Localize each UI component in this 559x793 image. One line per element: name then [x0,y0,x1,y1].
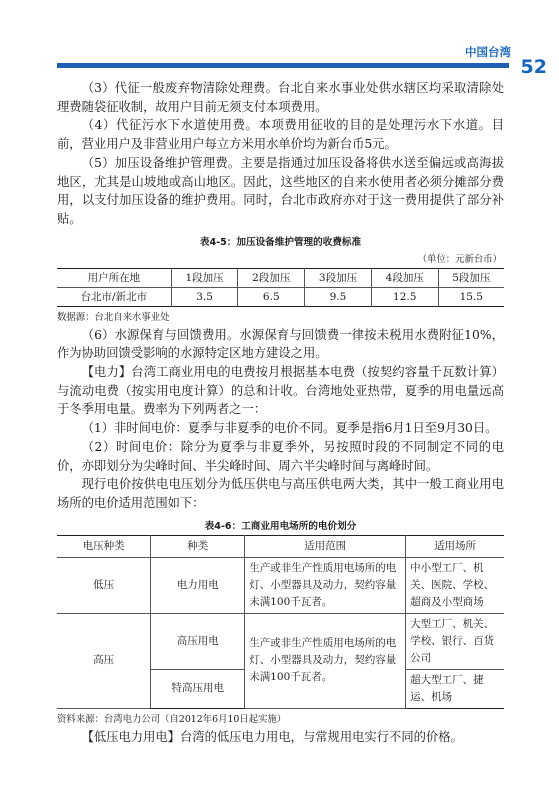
table-cell: 特高压用电 [151,669,245,708]
paragraph-3: （3）代征一般废弃物清除处理费。台北自来水事业处供水辖区均采取清除处理费随袋征收制，故用户目前无须支付本项费用。 [57,81,504,114]
paragraph-6: （6）水源保育与回馈费用。水源保育与回馈费一律按未税用水费附征10%，作为协助回馈受影响的水源特定区地方建设之用。 [57,327,504,361]
table1-source: 数据源：台北自来水事业处 [57,311,170,323]
table-header-cell: 适用范围 [245,535,406,557]
table-header-cell: 1段加压 [171,268,238,287]
table-cell: 15.5 [438,287,504,306]
table-cell: 9.5 [305,287,372,306]
table-cell: 大型工厂、机关、学校、银行、百货公司 [406,613,504,669]
table-header-cell: 电压种类 [57,535,151,557]
table-cell: 生产或非生产性质用电场所的电灯、小型器具及动力，契约容量未满100千瓦者。 [245,557,406,613]
paragraph-electricity: 【电力】台湾工商业用电的电费按月根据基本电费（按契约容量千瓦数计算）与流动电费（按实用电度计算）的总和计收。台湾地处亚热带，夏季的用电量远高于冬季用电量。费率为下列两者之一： [57,365,504,417]
table-cell: 中小型工厂、机关、医院、学校、超商及小型商场 [406,557,504,613]
table-header-cell: 5段加压 [438,268,504,287]
table-cell: 电力用电 [151,557,245,613]
page-number: 52 [520,56,547,78]
table-cell: 高压用电 [151,613,245,669]
table-cell: 台北市/新北市 [57,287,171,306]
table-header-cell: 适用场所 [406,535,504,557]
table-cell: 超大型工厂、捷运、机场 [406,669,504,708]
table-header-cell: 2段加压 [238,268,305,287]
table-cell: 低压 [57,557,151,613]
table-cell: 高压 [57,613,151,708]
section-title: 中国台湾 [465,45,511,59]
table-header-cell: 用户所在地 [57,268,171,287]
table-header-cell: 3段加压 [305,268,372,287]
table-row [57,557,504,613]
table2-source: 资料来源：台湾电力公司（自2012年6月10日起实施） [57,713,287,725]
table-row [57,287,504,306]
header-rule [57,63,509,68]
table-cell: 12.5 [371,287,438,306]
table-cell: 生产或非生产性质用电场所的电灯、小型器具及动力，契约容量未满100千瓦者。 [245,613,406,708]
table-header-cell: 4段加压 [371,268,438,287]
table-row [57,613,504,669]
table-header-row [57,535,504,557]
table1-unit: （单位：元新台币） [417,253,502,265]
paragraph-time-rate: （2）时间电价：除分为夏季与非夏季外，另按照时段的不同制定不同的电价，亦即划分为尖峰时间、半尖峰时间、周六半尖峰时间与离峰时间。 [57,439,504,473]
electricity-rate-table [57,535,504,709]
page-content [57,79,504,746]
paragraph-low-voltage: 【低压电力用电】台湾的低压电力用电，与常规用电实行不同的价格。 [81,729,463,744]
table1-caption: 表4-5：加压设备维护管理的收费标准 [199,236,362,248]
table-cell: 6.5 [238,287,305,306]
paragraph-non-time-rate: （1）非时间电价：夏季与非夏季的电价不同。夏季是指6月1日至9月30日。 [81,421,498,436]
table-header-cell: 种类 [151,535,245,557]
paragraph-5: （5）加压设备维护管理费。主要是指通过加压设备将供水送至偏远或高海拔地区，尤其是山坡地或高山地区。因此，这些地区的自来水使用者必须分摊部分费用，以支付加压设备的维护费用。同时，台北市政府亦对于这一费用提供了部分补贴。 [57,155,504,226]
paragraph-voltage-classes: 现行电价按供电电压划分为低压供电与高压供电两大类，其中一般工商业用电场所的电价适用范围如下： [57,477,504,510]
table-header-row [57,268,504,287]
table-cell: 3.5 [171,287,238,306]
paragraph-4: （4）代征污水下水道使用费。本项费用征收的目的是处理污水下水道。目前，营业用户及非营业用户每立方米用水单价均为新台币5元。 [57,118,504,152]
pressurization-fee-table [57,268,504,307]
table2-caption: 表4-6：工商业用电场所的电价划分 [204,520,357,532]
